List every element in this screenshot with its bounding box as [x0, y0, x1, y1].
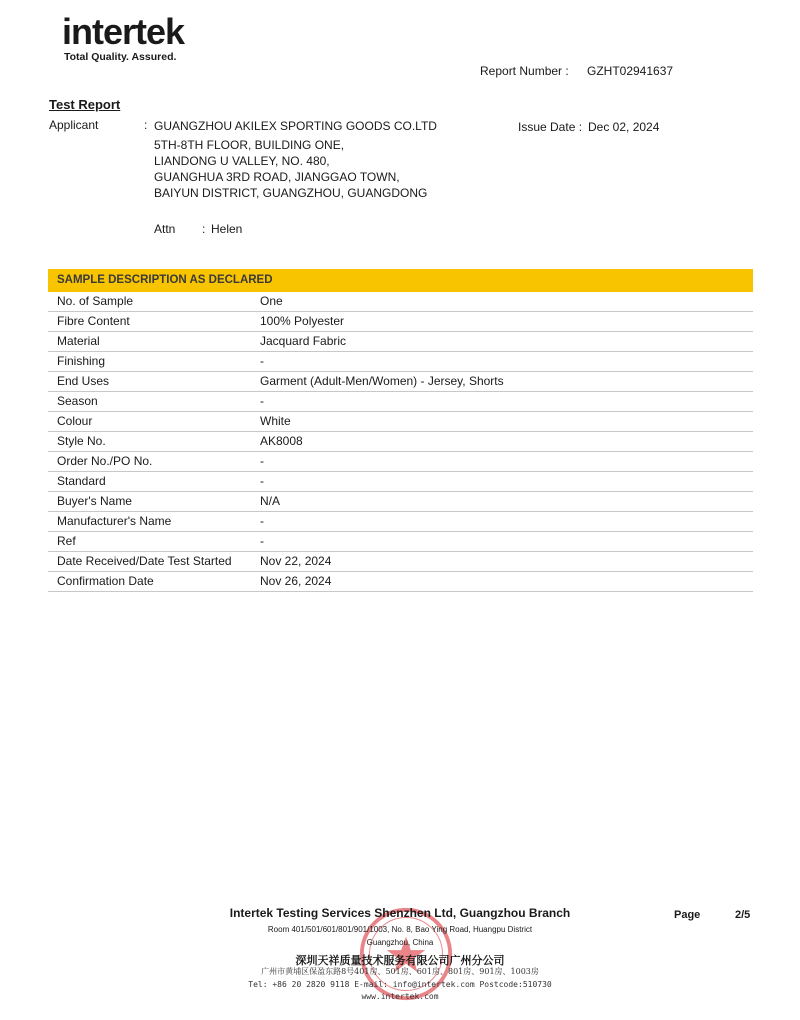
page-label: Page: [674, 909, 701, 921]
table-row: [48, 472, 753, 492]
row-label: Order No./PO No.: [57, 454, 153, 468]
row-label: Manufacturer's Name: [57, 514, 172, 528]
sample-description-table: [48, 269, 753, 592]
footer-website: www.intertek.com: [361, 992, 439, 1001]
row-value: -: [260, 394, 264, 408]
table-row: [48, 372, 753, 392]
row-value: N/A: [260, 494, 281, 508]
row-value: Nov 26, 2024: [260, 574, 332, 588]
footer-company: Intertek Testing Services Shenzhen Ltd, Guangzhou Branch: [229, 906, 571, 920]
table-row: [48, 352, 753, 372]
row-label: No. of Sample: [57, 294, 134, 308]
row-label: Fibre Content: [57, 314, 130, 328]
issue-date-label: Issue Date :: [518, 120, 583, 134]
row-label: Standard: [57, 474, 106, 488]
footer-company-cn: 深圳天祥质量技术服务有限公司广州分公司: [295, 954, 505, 967]
report-number-label: Report Number :: [480, 64, 569, 78]
section-header: SAMPLE DESCRIPTION AS DECLARED: [48, 269, 753, 292]
sample-rows: [48, 292, 753, 592]
table-row: [48, 532, 753, 552]
row-value: 100% Polyester: [260, 314, 345, 328]
row-value: White: [260, 414, 291, 428]
table-row: [48, 412, 753, 432]
row-value: -: [260, 534, 264, 548]
attn-label: Attn: [154, 222, 176, 236]
issue-date: Dec 02, 2024: [588, 120, 660, 134]
row-value: -: [260, 454, 264, 468]
applicant-address-line: GUANGHUA 3RD ROAD, JIANGGAO TOWN,: [154, 170, 400, 184]
row-label: Date Received/Date Test Started: [57, 554, 232, 568]
applicant-label: Applicant: [49, 118, 99, 132]
row-label: Ref: [57, 534, 76, 548]
row-value: -: [260, 354, 264, 368]
report-title: Test Report: [49, 97, 121, 112]
row-label: Buyer's Name: [57, 494, 132, 508]
row-label: Confirmation Date: [57, 574, 154, 588]
row-label: Material: [57, 334, 100, 348]
row-value: Jacquard Fabric: [260, 334, 347, 348]
footer-address-city: Guangzhou, China: [366, 938, 434, 947]
applicant-name: GUANGZHOU AKILEX SPORTING GOODS CO.LTD: [154, 119, 437, 133]
row-value: Nov 22, 2024: [260, 554, 332, 568]
table-row: [48, 572, 753, 592]
intertek-logo: intertek: [62, 11, 185, 52]
table-row: [48, 552, 753, 572]
attn-colon: :: [202, 222, 206, 236]
report-number: GZHT02941637: [587, 64, 674, 78]
footer-address: Room 401/501/601/801/901/1003, No. 8, Bao Ying Road, Huangpu District: [267, 925, 533, 934]
footer-contact: Tel: +86 20 2820 9118 E-mail: info@intertek.com Postcode:510730: [248, 980, 552, 989]
row-value: One: [260, 294, 283, 308]
table-row: [48, 452, 753, 472]
row-value: AK8008: [260, 434, 303, 448]
table-row: [48, 332, 753, 352]
table-row: [48, 292, 753, 312]
row-value: Garment (Adult-Men/Women) - Jersey, Shorts: [260, 374, 504, 388]
applicant-address-line: LIANDONG U VALLEY, NO. 480,: [154, 154, 330, 168]
table-row: [48, 512, 753, 532]
footer-address-cn: 广州市黄埔区保盈东路8号401房、501房、601房、801房、901房、1003房: [261, 967, 539, 976]
row-label: End Uses: [57, 374, 110, 388]
row-value: -: [260, 514, 264, 528]
table-row: [48, 392, 753, 412]
table-row: [48, 492, 753, 512]
applicant-address-line: 5TH-8TH FLOOR, BUILDING ONE,: [154, 138, 345, 152]
row-value: -: [260, 474, 264, 488]
page-number: 2/5: [735, 909, 751, 921]
applicant-address-line: BAIYUN DISTRICT, GUANGZHOU, GUANGDONG: [154, 186, 428, 200]
table-row: [48, 432, 753, 452]
table-row: [48, 312, 753, 332]
row-label: Style No.: [57, 434, 106, 448]
applicant-colon: :: [144, 118, 148, 132]
logo-tagline: Total Quality. Assured.: [64, 51, 177, 63]
attn-value: Helen: [211, 222, 243, 236]
row-label: Season: [57, 394, 98, 408]
row-label: Colour: [57, 414, 93, 428]
row-label: Finishing: [57, 354, 106, 368]
